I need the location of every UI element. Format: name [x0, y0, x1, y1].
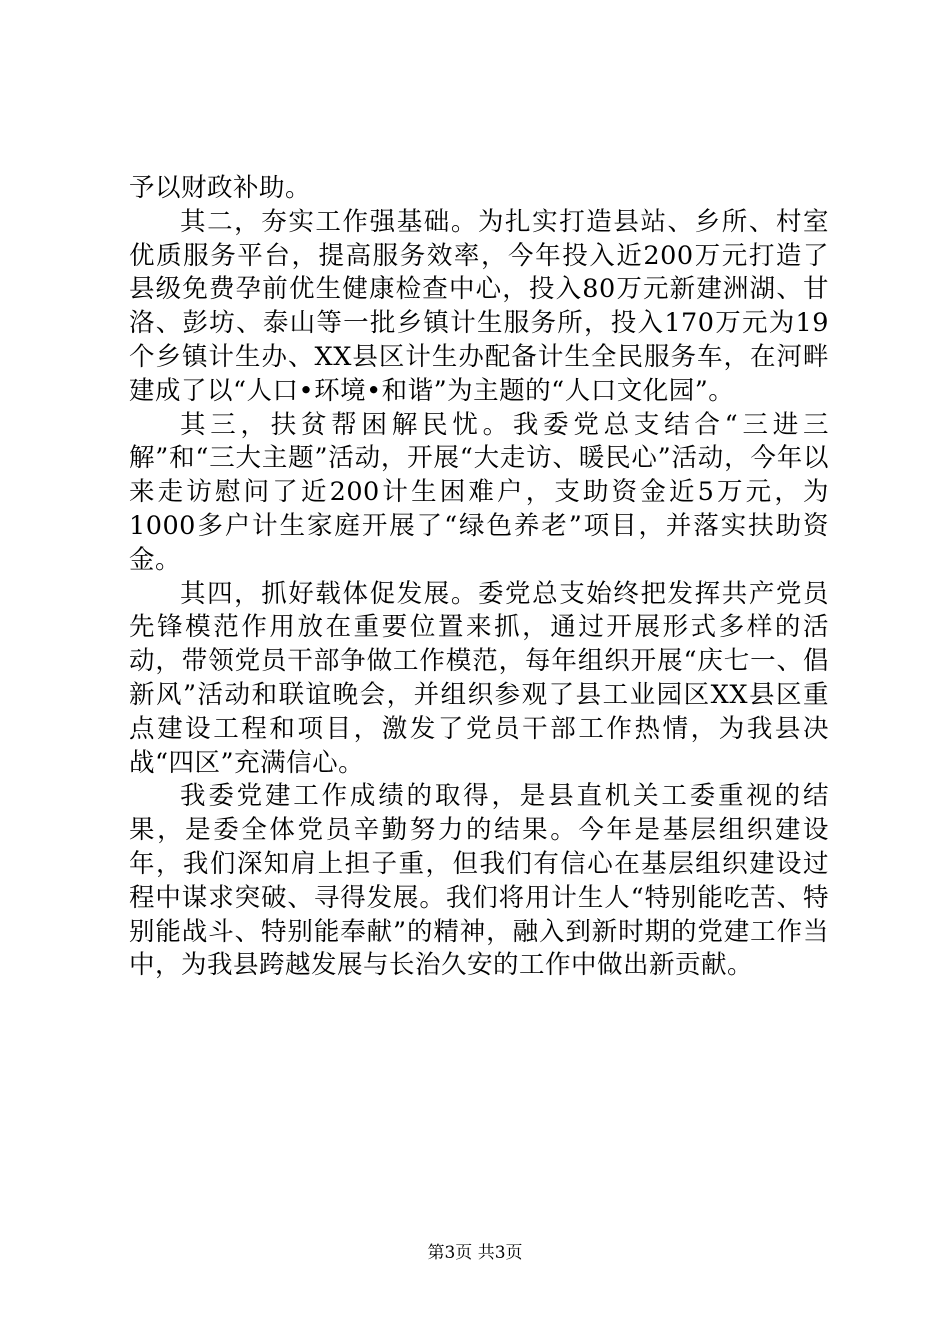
- document-body: [129, 172, 829, 983]
- paragraph-continuation: 予以财政补助。: [129, 173, 312, 203]
- paragraph-point-four: 其四，抓好载体促发展。委党总支始终把发挥共产党员先锋模范作用放在重要位置来抓，通过开展形式多样的活动，带领党员干部争做工作模范，每年组织开展“庆七一、倡新风”活动和联谊晚会，并组织参观了县工业园区XX县区重点建设工程和项目，激发了党员干部工作热情，为我县决战“四区”充满信心。: [129, 578, 829, 778]
- paragraph-point-two: 其二，夯实工作强基础。为扎实打造县站、乡所、村室优质服务平台，提高服务效率，今年投入近200万元打造了县级免费孕前优生健康检查中心，投入80万元新建洲湖、甘洛、彭坊、泰山等一批乡镇计生服务所，投入170万元为19个乡镇计生办、XX县区计生办配备计生全民服务车，在河畔建成了以“人口•环境•和谐”为主题的“人口文化园”。: [129, 206, 829, 406]
- paragraph-conclusion: 我委党建工作成绩的取得，是县直机关工委重视的结果，是委全体党员辛勤努力的结果。今年是基层组织建设年，我们深知肩上担子重，但我们有信心在基层组织建设过程中谋求突破、寻得发展。我们将用计生人“特别能吃苦、特别能战斗、特别能奉献”的精神，融入到新时期的党建工作当中，为我县跨越发展与长治久安的工作中做出新贡献。: [129, 781, 829, 981]
- page-number-footer: 第3页 共3页: [427, 1243, 523, 1263]
- paragraph-point-three: 其三，扶贫帮困解民忧。我委党总支结合“三进三解”和“三大主题”活动，开展“大走访、暖民心”活动，今年以来走访慰问了近200计生困难户，支助资金近5万元，为1000多户计生家庭开展了“绿色养老”项目，并落实扶助资金。: [129, 409, 829, 575]
